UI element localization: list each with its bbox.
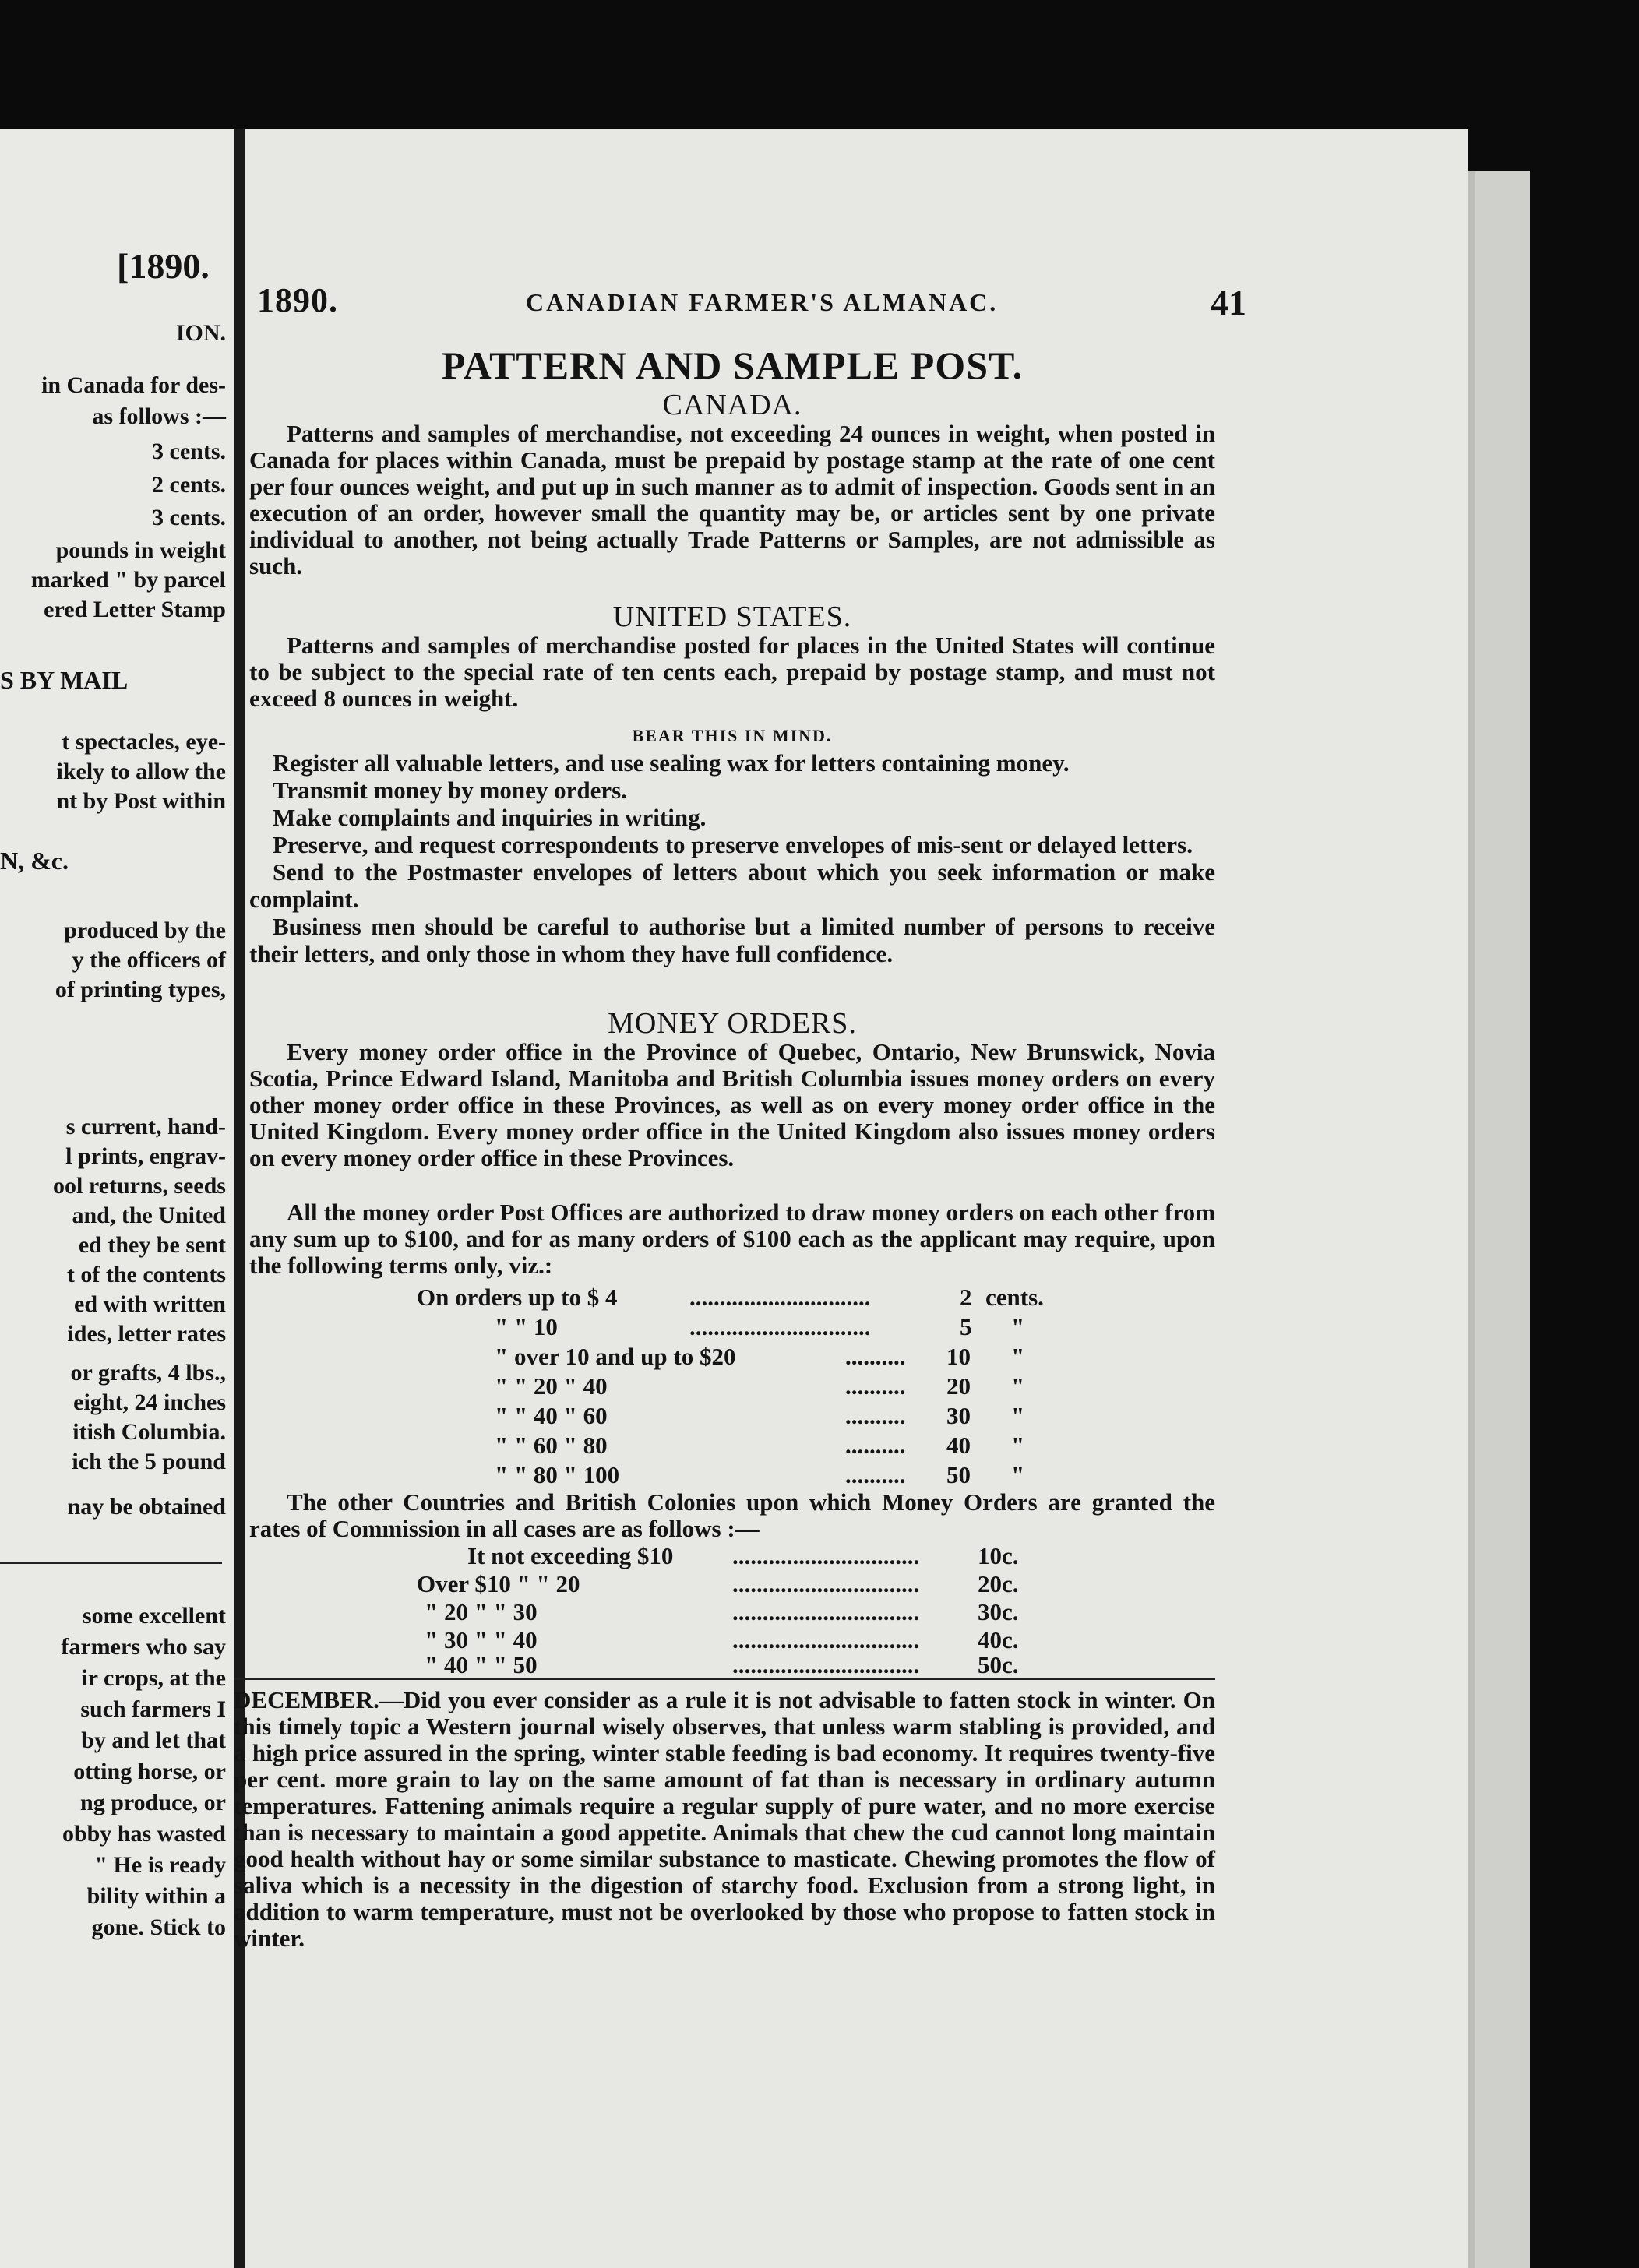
left-page-line: t spectacles, eye-	[62, 729, 226, 755]
page-edge-shadow	[1468, 171, 1475, 2268]
rate-label: " " 60 " 80	[495, 1432, 608, 1459]
left-page-line: 3 cents.	[152, 505, 226, 530]
list-item: Make complaints and inquiries in writing.	[273, 804, 707, 831]
rate-value: 20c.	[978, 1570, 1019, 1597]
left-page-line: otting horse, or	[73, 1759, 226, 1784]
money-orders-paragraph: Every money order office in the Province of Quebec, Ontario, New Brunswick, Novia Scotia, Prince Edward Island, Manitoba and British Columbia issues money orders on every other money order office in these Provinces, as well as on every money order office in the United Kingdom. Every money order office in the United Kingdom also issues money orders on every money order office in these Provinces.	[249, 1038, 1215, 1171]
rate-unit: "	[1011, 1313, 1025, 1340]
table-row	[249, 1284, 1215, 1312]
left-page-line: produced by the	[64, 917, 226, 943]
left-page-line: ed with written	[74, 1291, 226, 1317]
rate-leader-dots: ...............................	[732, 1570, 920, 1597]
united-states-paragraph: Patterns and samples of merchandise posted for places in the United States will continue to be subject to the special rate of ten cents each, prepaid by postage stamp, and must not exceed 8 ounces in weight.	[249, 632, 1215, 712]
left-page-line: ich the 5 pound	[72, 1449, 226, 1474]
bear-in-mind-list	[249, 749, 1215, 967]
table-row	[249, 1432, 1215, 1460]
left-page-line: 3 cents.	[152, 438, 226, 464]
rate-value: 30c.	[978, 1598, 1019, 1625]
table-row	[249, 1313, 1215, 1342]
list-item: Send to the Postmaster envelopes of letters about which you seek information or make complaint.	[249, 858, 1215, 913]
left-page-line: in Canada for des-	[41, 372, 226, 398]
table-row	[249, 1598, 1215, 1627]
rate-value: 50c.	[978, 1651, 1019, 1678]
rate-leader-dots: ..............................	[689, 1284, 871, 1311]
rate-label: " 30 " " 40	[425, 1626, 538, 1653]
rate-leader-dots: ..............................	[689, 1313, 871, 1340]
rate-value: 50	[946, 1461, 971, 1488]
list-item: Business men should be careful to authorise but a limited number of persons to receive their letters, and only those in whom they have full confidence.	[249, 913, 1215, 967]
left-page-line: itish Columbia.	[72, 1419, 226, 1445]
rate-label: " " 20 " 40	[495, 1372, 608, 1400]
left-page-section-title: S BY MAIL	[0, 666, 129, 694]
left-page-line: ikely to allow the	[56, 759, 226, 784]
list-item: Preserve, and request correspondents to preserve envelopes of mis-sent or delayed letters.	[273, 831, 1193, 858]
left-page-line: ION.	[175, 320, 226, 346]
list-item: Register all valuable letters, and use sealing wax for letters containing money.	[273, 749, 1070, 777]
page-edge	[1468, 171, 1530, 2268]
rate-unit: "	[1011, 1402, 1025, 1429]
table-row	[249, 1372, 1215, 1401]
left-page-line: or grafts, 4 lbs.,	[70, 1360, 226, 1386]
left-page-line: by and let that	[81, 1727, 226, 1753]
left-page-line: nt by Post within	[56, 788, 226, 814]
left-page-line: ed they be sent	[78, 1232, 226, 1258]
table-row	[249, 1402, 1215, 1431]
left-page-line: l prints, engrav-	[65, 1143, 226, 1169]
december-paragraph	[234, 1687, 1215, 1952]
rate-leader-dots: ...............................	[732, 1598, 920, 1625]
rate-label: " over 10 and up to $20	[495, 1343, 736, 1370]
money-orders-paragraph: All the money order Post Offices are authorized to draw money orders on each other from any sum up to $100, and for as many orders of $100 each as the applicant may require, upon the following terms only, viz.:	[249, 1199, 1215, 1279]
section-title-bear-in-mind: BEAR THIS IN MIND.	[632, 726, 833, 745]
left-page-line: eight, 24 inches	[73, 1389, 226, 1415]
left-page-rule	[0, 1562, 222, 1564]
rate-label: " 20 " " 30	[425, 1598, 538, 1625]
rate-label: On orders up to $ 4	[417, 1284, 618, 1311]
left-page-section-title: N, &c.	[0, 847, 69, 875]
running-head-year: 1890.	[257, 281, 338, 319]
left-page-line: farmers who say	[61, 1634, 226, 1660]
page-number: 41	[1211, 283, 1246, 322]
running-head	[257, 280, 1246, 327]
rate-value: 40c.	[978, 1626, 1019, 1653]
table-row	[249, 1542, 1215, 1571]
rate-leader-dots: ..........	[845, 1461, 906, 1488]
rate-unit: "	[1011, 1343, 1025, 1370]
rate-value: 10c.	[978, 1542, 1019, 1569]
rate-label: " " 10	[495, 1313, 558, 1340]
rate-leader-dots: ..........	[845, 1432, 906, 1459]
rate-value: 30	[946, 1402, 971, 1429]
section-title-money-orders: MONEY ORDERS.	[608, 1007, 857, 1040]
running-head-title: CANADIAN FARMER'S ALMANAC.	[526, 288, 999, 316]
left-page-line: ered Letter Stamp	[44, 597, 226, 622]
left-page-line: ides, letter rates	[67, 1321, 226, 1347]
section-title-united-states: UNITED STATES.	[612, 600, 852, 633]
list-item: Transmit money by money orders.	[273, 777, 627, 804]
left-page-year: [1890.	[117, 246, 210, 286]
table-row	[249, 1461, 1215, 1490]
left-page-line: such farmers I	[80, 1696, 226, 1722]
table-row	[249, 1570, 1215, 1599]
rate-leader-dots: ...............................	[732, 1651, 920, 1678]
rate-unit: "	[1011, 1461, 1025, 1488]
left-page-line: y the officers of	[72, 947, 226, 973]
rate-label: Over $10 " " 20	[417, 1570, 580, 1597]
section-title-canada: CANADA.	[662, 389, 802, 421]
rate-label: It not exceeding $10	[467, 1542, 674, 1569]
left-page-line: gone. Stick to	[91, 1914, 226, 1940]
rate-unit: cents.	[985, 1284, 1044, 1311]
rate-leader-dots: ..........	[845, 1372, 906, 1400]
left-page-line: marked " by parcel	[30, 567, 226, 593]
rate-leader-dots: ...............................	[732, 1542, 920, 1569]
table-row	[249, 1343, 1215, 1372]
table-row	[249, 1651, 1215, 1680]
left-page-line: obby has wasted	[62, 1821, 226, 1847]
page-heading: PATTERN AND SAMPLE POST.	[441, 343, 1024, 387]
rate-label: " " 40 " 60	[495, 1402, 608, 1429]
december-text: —Did you ever consider as a rule it is not advisable to fatten stock in winter. On this timely topic a Western journal wisely observes, that unless warm stabling is provided, and a high price assured in the spring, winter stable feeding is bad economy. It requires twenty-five per cent. more grain to lay on the same amount of fat than is necessary in ordinary autumn temperatures. Fattening animals require a regular supply of pure water, and no more exercise than is necessary to maintain a good appetite. Animals that chew the cud cannot long maintain good health without hay or some similar substance to masticate. Chewing promotes the flow of saliva which is a necessity in the digestion of starchy food. Exclusion from a strong light, in addition to warm temperature, must not be overlooked by those who propose to fatten stock in winter.	[234, 1686, 1215, 1952]
left-page-line: pounds in weight	[55, 537, 226, 563]
left-page-line: as follows :—	[92, 403, 226, 429]
left-page-line: 2 cents.	[152, 472, 226, 498]
left-page-line: some excellent	[82, 1603, 226, 1629]
rate-value: 40	[946, 1432, 971, 1459]
rate-leader-dots: ...............................	[732, 1626, 920, 1653]
rate-label: " " 80 " 100	[495, 1461, 620, 1488]
december-lead: DECEMBER.	[234, 1686, 379, 1713]
left-page-line: nay be obtained	[67, 1494, 226, 1520]
rate-unit: "	[1011, 1432, 1025, 1459]
left-page-line: ir crops, at the	[81, 1665, 226, 1691]
rate-unit: "	[1011, 1372, 1025, 1400]
rate-label: " 40 " " 50	[425, 1651, 538, 1678]
rate-value: 10	[946, 1343, 971, 1370]
left-page-line: t of the contents	[66, 1262, 226, 1287]
left-page-line: and, the United	[72, 1203, 226, 1228]
left-page-line: " He is ready	[94, 1852, 226, 1878]
canada-paragraph: Patterns and samples of merchandise, not exceeding 24 ounces in weight, when posted in Canada for places within Canada, must be prepaid by postage stamp at the rate of one cent per four ounces weight, and put up in such manner as to admit of inspection. Goods sent in an execution of an order, however small the quantity may be, or articles sent by one private individual to another, not being actually Trade Patterns or Samples, are not admissible as such.	[249, 420, 1215, 579]
left-page-line: bility within a	[86, 1883, 226, 1909]
rate-value: 20	[946, 1372, 971, 1400]
left-facing-page	[0, 129, 234, 2268]
rate-leader-dots: ..........	[845, 1343, 906, 1370]
left-page-line: ool returns, seeds	[53, 1173, 226, 1199]
left-page-line: ng produce, or	[80, 1790, 226, 1815]
left-page-line: s current, hand-	[65, 1114, 226, 1139]
money-orders-paragraph: The other Countries and British Colonies upon which Money Orders are granted the rates of Commission in all cases are as follows :—	[249, 1488, 1215, 1542]
rate-value: 2	[960, 1284, 972, 1311]
rate-leader-dots: ..........	[845, 1402, 906, 1429]
rate-value: 5	[960, 1313, 972, 1340]
section-rule	[234, 1678, 1215, 1680]
left-page-line: of printing types,	[55, 977, 226, 1002]
